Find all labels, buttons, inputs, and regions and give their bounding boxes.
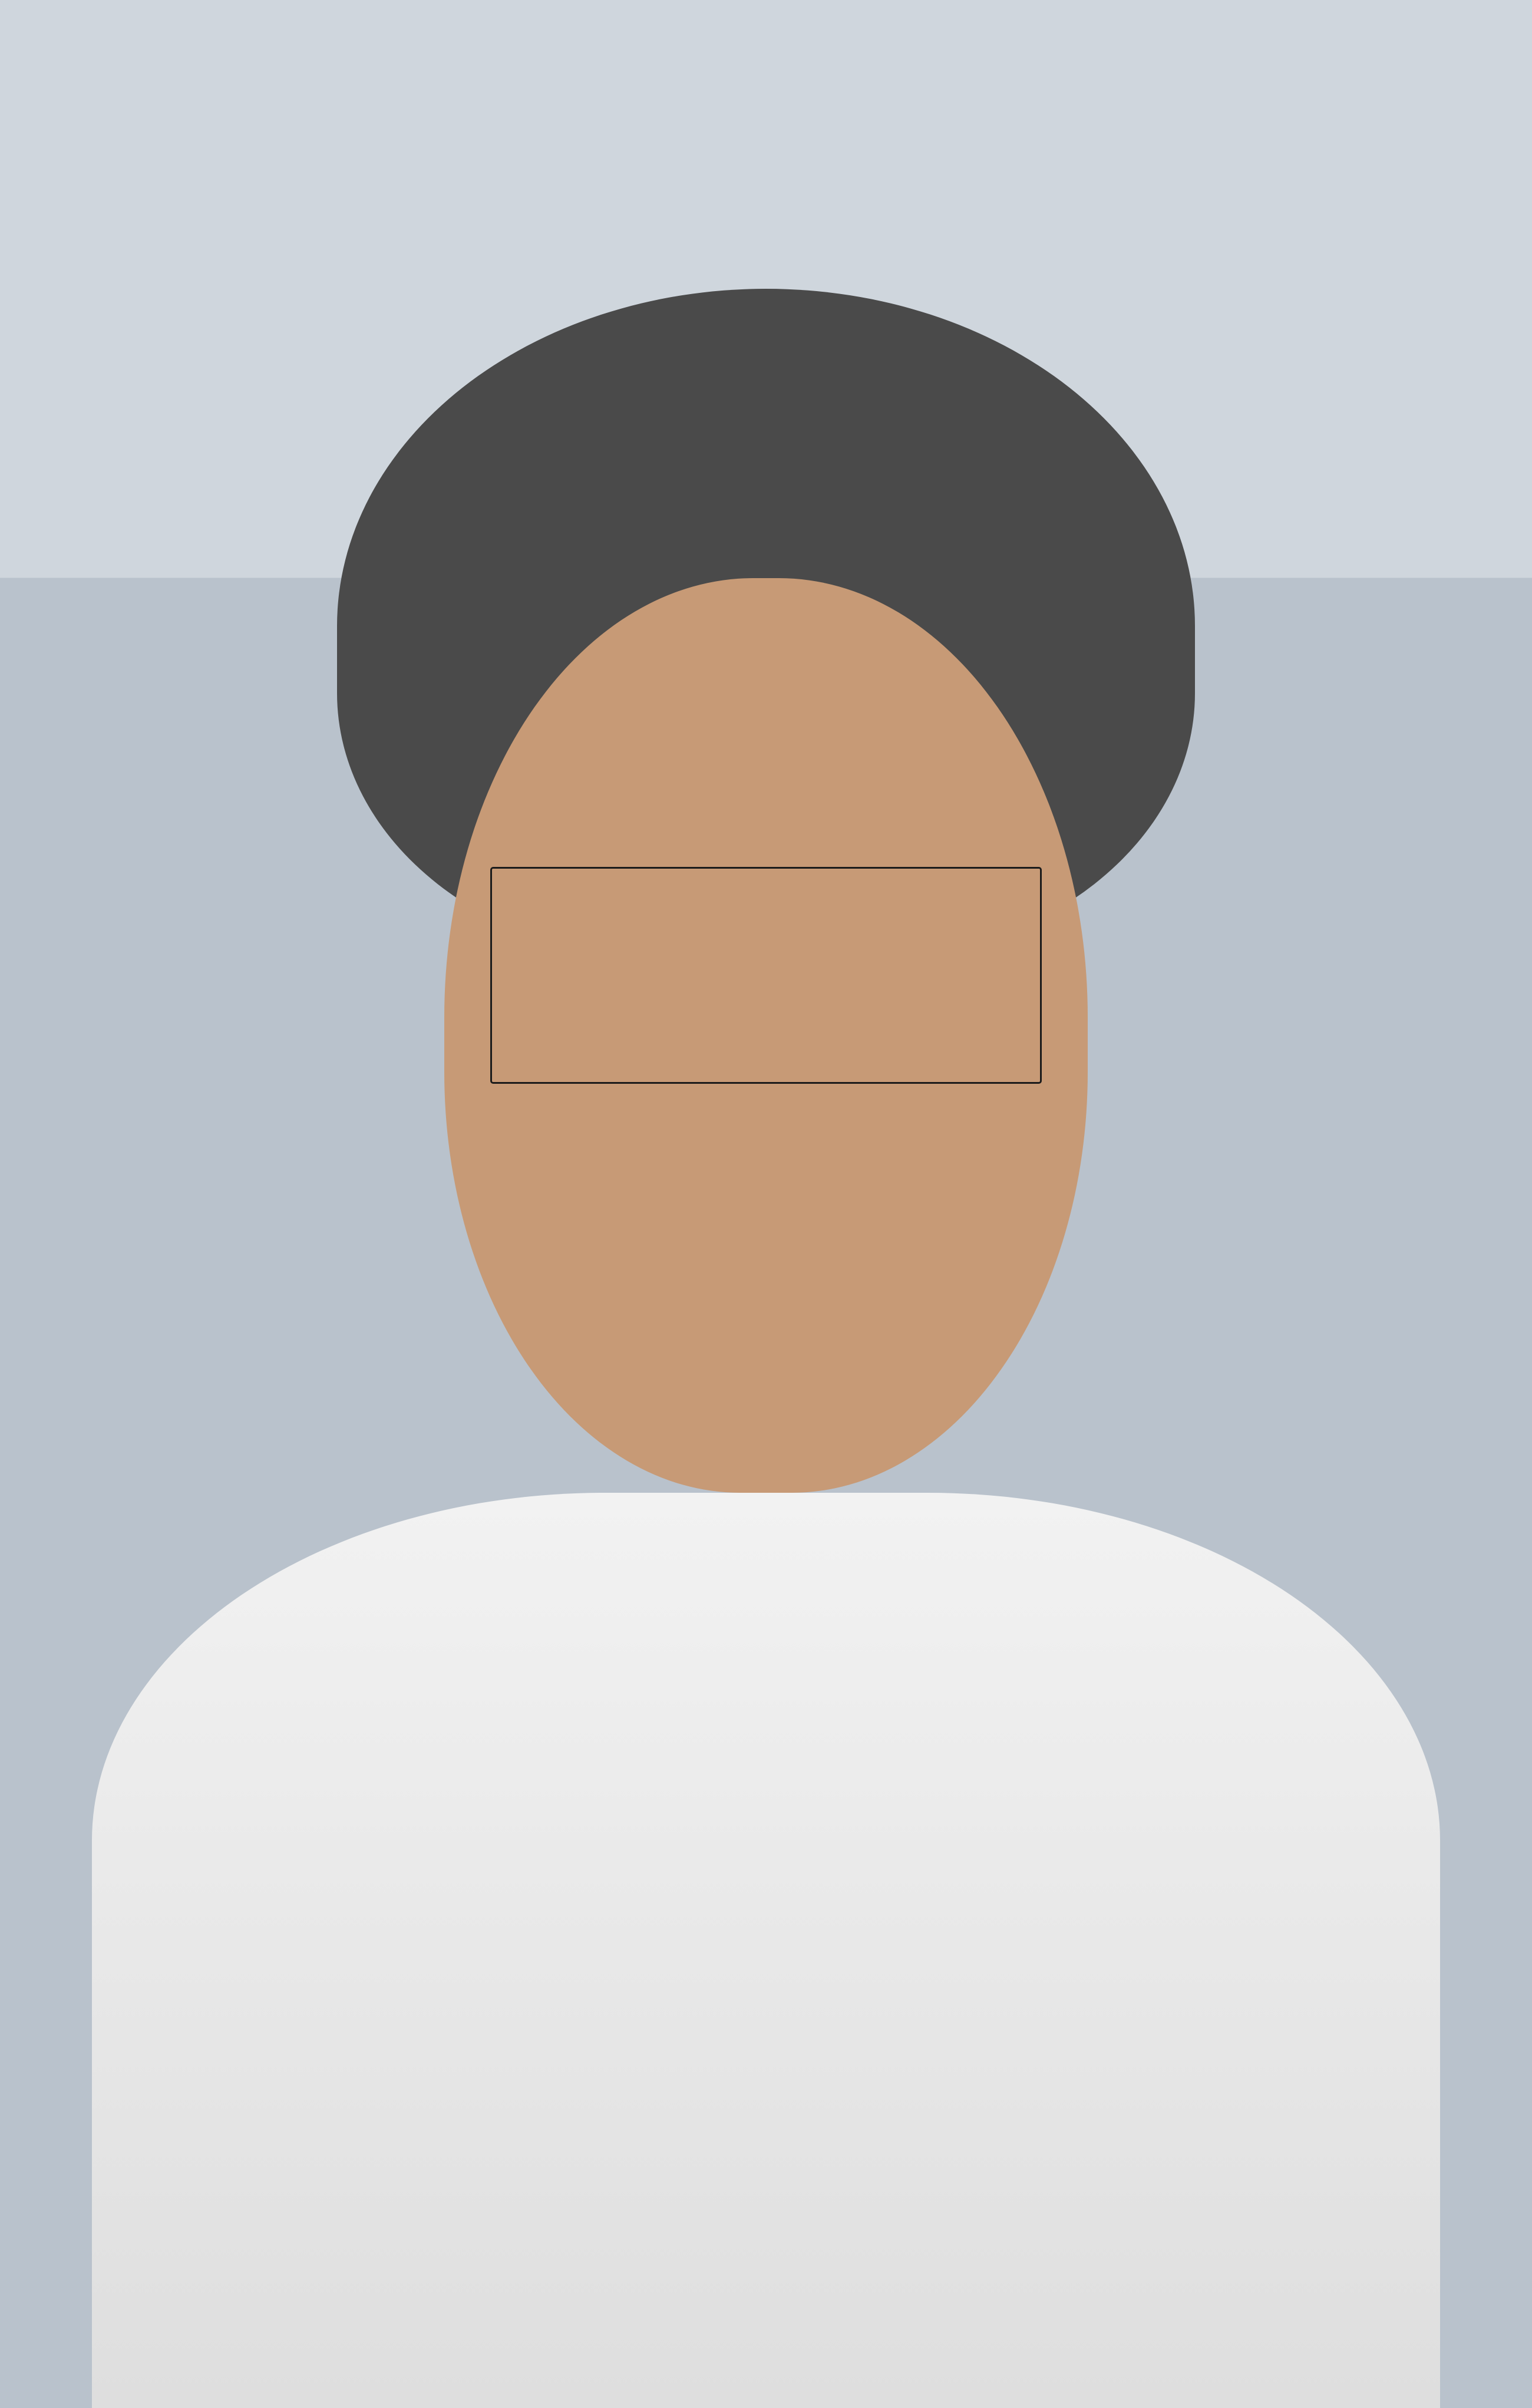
portraits-row bbox=[774, 1652, 1132, 1911]
clothing-shape bbox=[934, 1652, 1094, 1911]
portrait-chief-minister-photo bbox=[934, 1652, 1094, 1911]
bottom-article bbox=[27, 1598, 1505, 2076]
bottom-columns bbox=[27, 1652, 1505, 2076]
bottom-column-3 bbox=[774, 1652, 1132, 2076]
chief-minister-portrait-art bbox=[934, 1652, 1094, 1911]
